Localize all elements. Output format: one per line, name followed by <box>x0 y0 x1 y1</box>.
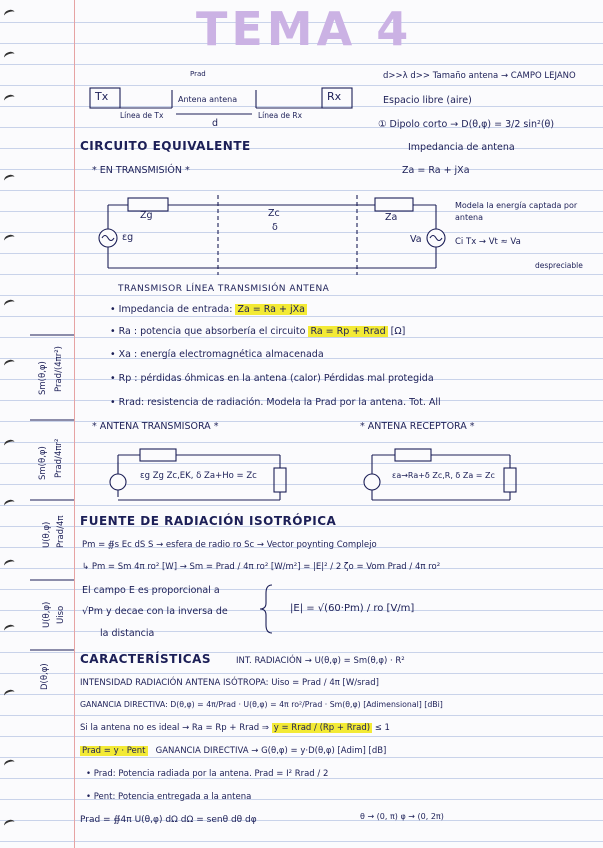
isotropic-eq2: ↳ Pm = Sm 4π ro² [W] → Sm = Prad / 4π ro² [W/m²] = |E|² / 2 ζo = Vom Prad / 4π ro² <box>82 562 441 572</box>
bullet-label: Rp : pérdidas óhmicas en la antena (calor) Pérdidas mal protegida <box>118 373 434 384</box>
integration-limits: θ → (0, π) φ → (0, 2π) <box>360 812 444 821</box>
side-note: U(θ,φ) <box>42 601 52 628</box>
za-label: Za <box>385 212 398 223</box>
radiation-intensity: INT. RADIACIÓN → U(θ,φ) = Sm(θ,φ) · R² <box>236 656 405 666</box>
bullet-input-impedance: • Impedancia de entrada: Za = Ra + jXa <box>110 304 305 315</box>
highlight-za: Za = Ra + jXa <box>237 304 305 315</box>
dipole-note: ① Dipolo corto → D(θ,φ) = 3/2 sin²(θ) <box>378 119 555 130</box>
prad-highlight: Prad = y · Pent <box>82 746 146 756</box>
rx-label: Rx <box>327 90 342 103</box>
za-equation: Za = Ra + jXa <box>402 165 470 176</box>
field-equation: |E| = √(60·Pm) / ro [V/m] <box>290 603 415 614</box>
bullet-rp: • Rp : pérdidas óhmicas en la antena (calor) Pérdidas mal protegida <box>110 373 434 384</box>
bullet-rrad: • Rrad: resistencia de radiación. Modela la Prad por la antena. Tot. All <box>110 397 441 408</box>
side-note: U(θ,φ) <box>42 521 52 548</box>
isotropic-intensity: INTENSIDAD RADIACIÓN ANTENA ISÓTROPA: Uiso = Prad / 4π [W/srad] <box>80 678 379 688</box>
prad-gain-line <box>80 745 386 757</box>
tx-circuit-labels: εg Zg Zc,EK, δ Za+Ho = Zc <box>140 471 257 481</box>
characteristics-heading: CARACTERÍSTICAS <box>80 652 212 666</box>
bullet-label: Ra : potencia que absorbería el circuito <box>118 326 306 337</box>
bullet-label: Rrad: resistencia de radiación. Modela la Prad por la antena. Tot. All <box>118 397 441 408</box>
bullet-label: Xa : energía electromagnética almacenada <box>118 349 324 360</box>
delta-label: δ <box>272 222 278 233</box>
line-tx-label: Línea de Tx <box>120 111 164 120</box>
tx-label: Tx <box>95 90 109 103</box>
efficiency-tail: ≤ 1 <box>374 723 390 733</box>
line-rx-label: Línea de Rx <box>258 111 303 120</box>
transmitting-antenna-heading: * ANTENA TRANSMISORA * <box>92 421 219 432</box>
side-note: Sm(θ,φ) <box>38 446 48 480</box>
zc-label: Zc <box>268 208 280 219</box>
bullet-ra: • Ra : potencia que absorbería el circuito Ra = Rp + Rrad [Ω] <box>110 326 406 337</box>
vt-note: Ci Tx → Vt ≈ Va <box>455 237 521 247</box>
far-field-note: d>>λ d>> Tamaño antena → CAMPO LEJANO <box>383 71 576 81</box>
non-ideal-note <box>80 722 390 734</box>
bullet-label: Impedancia de entrada: <box>118 304 233 315</box>
equivalent-circuit-heading: CIRCUITO EQUIVALENTE <box>80 139 251 153</box>
distance-label: d <box>212 118 219 129</box>
receiving-antenna-heading: * ANTENA RECEPTORA * <box>360 421 475 432</box>
directive-gain: GANANCIA DIRECTIVA: D(θ,φ) = 4π/Prad · U(θ,φ) = 4π ro²/Prad · Sm(θ,φ) [Adimensional] [dBi] <box>80 700 443 709</box>
isotropic-heading: FUENTE DE RADIACIÓN ISOTRÓPICA <box>80 514 337 528</box>
zg-label: Zg <box>140 210 153 221</box>
prad-bullet: • Prad: Potencia radiada por la antena. Prad = I² Rrad / 2 <box>86 769 329 779</box>
prad-integral: Prad = ∯4π U(θ,φ) dΩ dΩ = senθ dθ dφ <box>80 815 257 825</box>
free-space-note: Espacio libre (aire) <box>383 95 472 106</box>
side-note: Sm(θ,φ) <box>38 361 48 395</box>
side-note: D(θ,φ) <box>40 663 50 690</box>
isotropic-note-2: √Pm y decae con la inversa de <box>82 606 228 617</box>
side-note: Uiso <box>56 605 66 624</box>
antenna-label: Antena antena <box>178 95 238 104</box>
va-label: Va <box>410 234 422 245</box>
efficiency-highlight: y = Rrad / (Rp + Rrad) <box>273 723 371 733</box>
highlight-ra: Ra = Rp + Rrad <box>310 326 386 337</box>
side-note: Prad/4πr² <box>54 438 64 478</box>
isotropic-note-1: El campo E es proporcional a <box>82 585 220 596</box>
prad-label: Prad <box>190 70 206 78</box>
bullet-tail: [Ω] <box>390 326 406 337</box>
side-note: Prad/(4πr²) <box>54 346 64 392</box>
gain-equation: GANANCIA DIRECTIVA → G(θ,φ) = y·D(θ,φ) [Adim] [dB] <box>155 746 387 756</box>
negligible-note: despreciable <box>535 261 583 270</box>
side-note: Prad/4π <box>56 515 66 548</box>
transmission-mode-label: * EN TRANSMISIÓN * <box>92 165 190 176</box>
page-title: TEMA 4 <box>196 2 413 56</box>
bullet-xa: • Xa : energía electromagnética almacenada <box>110 349 324 360</box>
model-note: Modela la energía captada por antena <box>455 201 578 222</box>
impedance-note: Impedancia de antena <box>408 142 515 153</box>
isotropic-note-3: la distancia <box>100 628 155 639</box>
isotropic-eq1: Pm = ∯s Ec dS S → esfera de radio ro Sc → Vector poynting Complejo <box>82 540 377 550</box>
non-ideal-text: Si la antena no es ideal → Ra = Rp + Rrad ⇒ <box>80 723 270 733</box>
rx-circuit-labels: εa→Ra+δ Zc,R, δ Za = Zc <box>392 471 495 480</box>
eg-label: εg <box>122 232 134 243</box>
parts-label: TRANSMISOR LÍNEA TRANSMISIÓN ANTENA <box>118 284 330 294</box>
pent-bullet: • Pent: Potencia entregada a la antena <box>86 792 252 802</box>
